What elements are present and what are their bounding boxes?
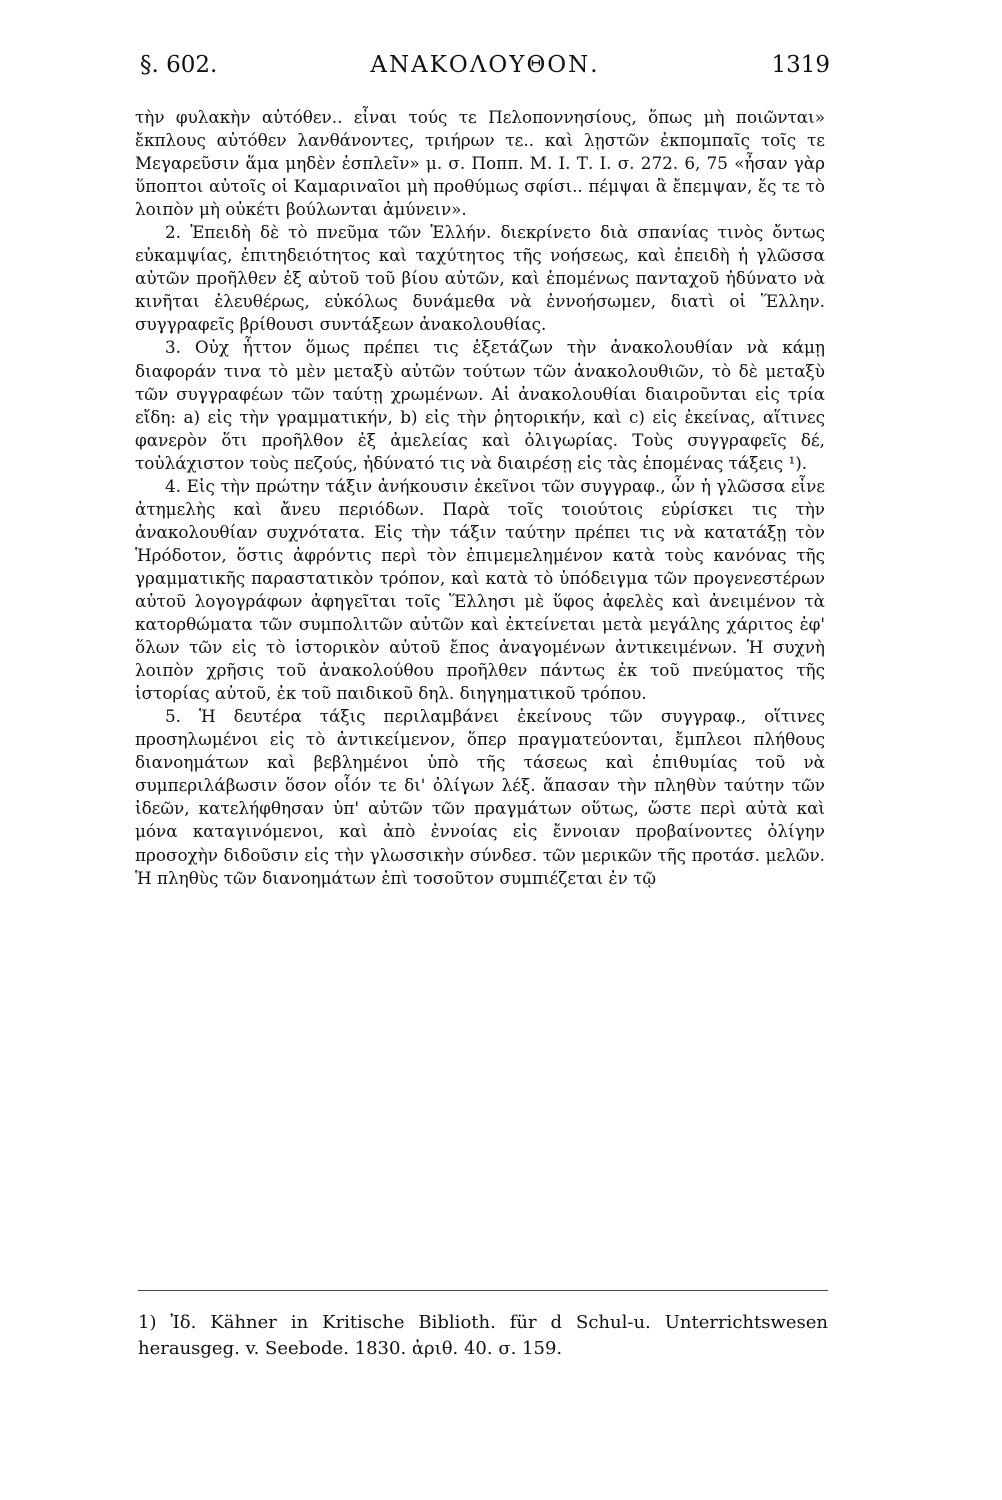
paragraph-2: 2. Ἐπειδὴ δὲ τὸ πνεῦμα τῶν Ἑλλήν. διεκρίνετο διὰ σπανίας τινὸς ὄντως εὐκαμψίας, ἐπιτηδειότητος καὶ ταχύτητος τῆς νοήσεως, καὶ ἐπειδὴ ἡ γλῶσσα αὐτῶν προῆλθεν ἐξ αὐτοῦ τοῦ βίου αὐτῶν, καὶ ἑπομένως πανταχοῦ ἠδύνατο νὰ κινῆται ἐλευθέρως, εὐκόλως δυνάμεθα νὰ ἐννοήσωμεν, διατὶ οἱ Ἕλλην. συγγραφεῖς βρίθουσι συντάξεων ἀνακολουθίας. [135, 222, 825, 335]
page-number: 1319 [771, 52, 830, 78]
footnote-divider [138, 1290, 828, 1291]
footnote: 1) Ἰδ. Kähner in Kritische Biblioth. für d Schul-u. Unterrichtswesen herausgeg. v. Seebode. 1830. ἀριθ. 40. σ. 159. [138, 1312, 828, 1359]
paragraph-continuation: τὴν φυλακὴν αὐτόθεν.. εἶναι τούς τε Πελοποννησίους, ὅπως μὴ ποιῶνται» ἔκπλους αὐτόθεν λανθάνοντες, τριήρων τε.. καὶ λῃστῶν ἐκπομπαῖς τοῖς τε Μεγαρεῦσιν ἅμα μηδὲν ἐσπλεῖν» μ. σ. Ποππ. Μ. Ι. Τ. Ι. σ. 272. 6, 75 «ἦσαν γὰρ ὕποπτοι αὐτοῖς οἱ Καμαριναῖοι μὴ προθύμως σφίσι.. πέμψαι ἃ ἔπεμψαν, ἔς τε τὸ λοιπὸν μὴ οὐκέτι βούλωνται ἀμύνειν». [135, 107, 825, 220]
running-header [140, 52, 830, 92]
paragraph-4: 4. Εἰς τὴν πρώτην τάξιν ἀνήκουσιν ἐκεῖνοι τῶν συγγραφ., ὧν ἡ γλῶσσα εἶνε ἀτημελὴς καὶ ἄνευ περιόδων. Παρὰ τοῖς τοιούτοις εὑρίσκει τις τὴν ἀνακολουθίαν συχνότατα. Εἰς τὴν τάξιν ταύτην πρέπει τις νὰ κατατάξῃ τὸν Ἡρόδοτον, ὅστις ἀφρόντις περὶ τὸν ἐπιμεμελημένον κατὰ τοὺς κανόνας τῆς γραμματικῆς παραστατικὸν τρόπον, καὶ κατὰ τὸ ὑπόδειγμα τῶν προγενεστέρων αὐτοῦ λογογράφων ἀφηγεῖται τοῖς Ἕλλησι μὲ ὕφος ἀφελὲς καὶ ἀνειμένον τὰ κατορθώματα τῶν συμπολιτῶν αὐτῶν καὶ ἐκτείνεται μετὰ μεγάλης χάριτος ἐφ' ὅλων τῶν εἰς τὸ ἱστορικὸν αὐτοῦ ἔπος ἀναγομένων ἀντικειμένων. Ἡ συχνὴ λοιπὸν χρῆσις τοῦ ἀνακολούθου προῆλθεν πάντως ἐκ τοῦ πνεύματος τῆς ἱστορίας αὐτοῦ, ἐκ τοῦ παιδικοῦ δηλ. διηγηματικοῦ τρόπου. [135, 475, 825, 704]
body-text [135, 106, 825, 890]
running-title: ΑΝΑΚΟΛΟΥΘΟΝ. [370, 52, 600, 78]
paragraph-5: 5. Ἡ δευτέρα τάξις περιλαμβάνει ἐκείνους τῶν συγγραφ., οἵτινες προσηλωμένοι εἰς τὸ ἀντικείμενον, ὅπερ πραγματεύονται, ἔμπλεοι πλήθους διανοημάτων καὶ βεβλημένοι ὑπὸ τῆς τάσεως καὶ ἐπιθυμίας τοῦ νὰ συμπεριλάβωσιν ὅσον οἷόν τε δι' ὀλίγων λέξ. ἅπασαν τὴν πληθὺν ταύτην τῶν ἰδεῶν, κατελήφθησαν ὑπ' αὐτῶν τῶν πραγμάτων οὕτως, ὥστε περὶ αὐτὰ καὶ μόνα καταγινόμενοι, καὶ ἀπὸ ἐννοίας εἰς ἔννοιαν προβαίνοντες ὀλίγην προσοχὴν διδοῦσιν εἰς τὴν γλωσσικὴν σύνδεσ. τῶν μερικῶν τῆς προτάσ. μελῶν. Ἡ πληθὺς τῶν διανοημάτων ἐπὶ τοσοῦτον συμπιέζεται ἐν τῷ [135, 706, 825, 888]
section-number: §. 602. [140, 52, 218, 78]
paragraph-3: 3. Οὐχ ἧττον ὅμως πρέπει τις ἐξετάζων τὴν ἀνακολουθίαν νὰ κάμῃ διαφοράν τινα τὸ μὲν μεταξὺ αὐτῶν τούτων τῶν ἀνακολουθιῶν, τὸ δὲ μεταξὺ τῶν συγγραφέων τῶν ταύτῃ χρωμένων. Αἱ ἀνακολουθίαι διαιροῦνται εἰς τρία εἴδη: a) εἰς τὴν γραμματικήν, b) εἰς τὴν ῥητορικήν, καὶ c) εἰς ἐκείνας, αἵτινες φανερὸν ὅτι προῆλθον ἐξ ἀμελείας καὶ ὀλιγωρίας. Τοὺς συγγραφεῖς δέ, τοὐλάχιστον τοὺς πεζούς, ἠδύνατό τις νὰ διαιρέσῃ εἰς τὰς ἑπομένας τάξεις ¹). [135, 337, 825, 473]
